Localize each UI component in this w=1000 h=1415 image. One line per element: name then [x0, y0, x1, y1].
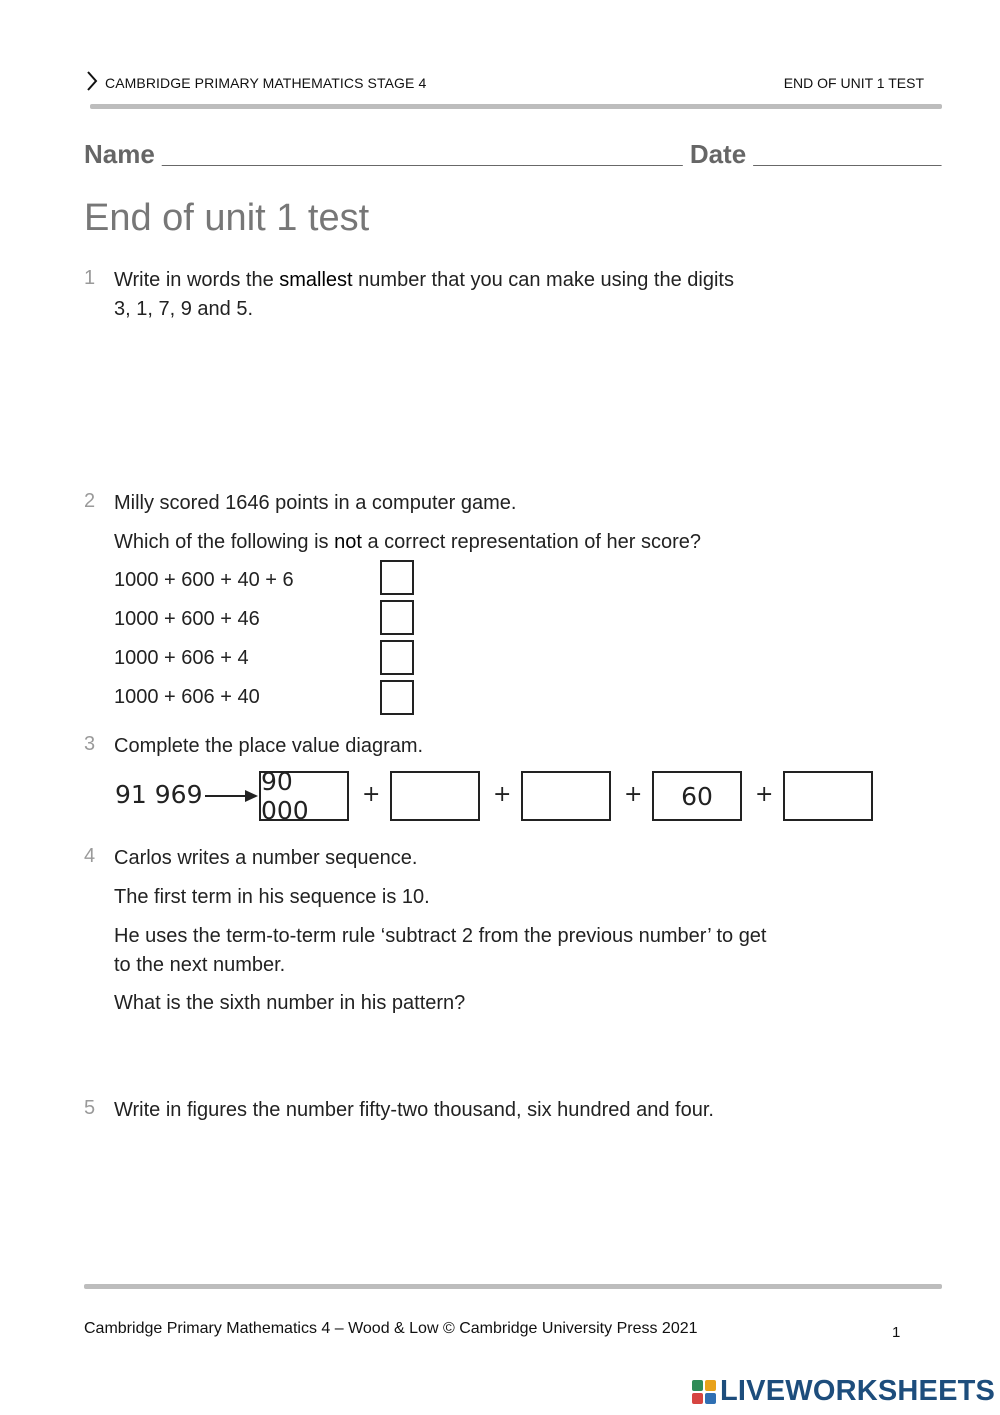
footer-copyright: Cambridge Primary Mathematics 4 – Wood & Low © Cambridge University Press 2021 — [84, 1320, 698, 1337]
question-3-number: 3 — [84, 733, 96, 755]
question-4-line-3: He uses the term-to-term rule ‘subtract 2 from the previous number’ to get to the next number. — [114, 925, 767, 976]
option-2-checkbox[interactable] — [380, 600, 414, 635]
question-4-line-1: Carlos writes a number sequence. — [114, 847, 418, 869]
arrow-right-icon — [205, 787, 259, 810]
option-4-text: 1000 + 606 + 40 — [114, 686, 260, 708]
option-4-checkbox[interactable] — [380, 680, 414, 715]
question-3-text: Complete the place value diagram. — [114, 735, 424, 757]
plus-sign-3: + — [624, 782, 643, 807]
question-1-text: Write in words the smallest number that you can make using the digits 3, 1, 7, 9 and 5. — [114, 269, 734, 320]
option-1-text: 1000 + 600 + 40 + 6 — [114, 569, 294, 591]
question-4-answer-area[interactable] — [114, 1025, 894, 1085]
page-number: 1 — [892, 1324, 901, 1341]
question-1-answer-area[interactable] — [114, 330, 894, 470]
start-number: 91 969 — [115, 780, 203, 809]
question-1-number: 1 — [84, 267, 96, 289]
question-4-line-4: What is the sixth number in his pattern? — [114, 992, 466, 1014]
plus-sign-1: + — [362, 782, 381, 807]
question-1-emphasis: smallest — [279, 269, 353, 291]
option-3-text: 1000 + 606 + 4 — [114, 647, 249, 669]
place-value-box-2[interactable] — [390, 771, 480, 821]
question-2-line-1: Milly scored 1646 points in a computer game. — [114, 492, 517, 514]
question-2-line-2: Which of the following is not a correct representation of her score? — [114, 531, 701, 553]
option-1-checkbox[interactable] — [380, 560, 414, 595]
header-series-title: CAMBRIDGE PRIMARY MATHEMATICS STAGE 4 — [105, 75, 427, 91]
place-value-box-3[interactable] — [521, 771, 611, 821]
question-2-number: 2 — [84, 490, 96, 512]
question-5-number: 5 — [84, 1097, 96, 1119]
plus-sign-2: + — [493, 782, 512, 807]
question-4-number: 4 — [84, 845, 96, 867]
chevron-right-icon — [86, 70, 98, 97]
question-5-text: Write in figures the number fifty-two thousand, six hundred and four. — [114, 1099, 714, 1121]
footer-divider — [84, 1284, 942, 1289]
name-date-line: Name ____________________________________ Date _____________ — [84, 139, 942, 169]
plus-sign-4: + — [755, 782, 774, 807]
liveworksheets-blocks-icon — [692, 1380, 716, 1404]
page-title: End of unit 1 test — [84, 197, 370, 239]
header-test-title: END OF UNIT 1 TEST — [783, 75, 924, 91]
header-divider — [90, 104, 942, 109]
place-value-box-4: 60 — [652, 771, 742, 821]
liveworksheets-logo[interactable] — [692, 1375, 995, 1408]
option-3-checkbox[interactable] — [380, 640, 414, 675]
place-value-box-5[interactable] — [783, 771, 873, 821]
place-value-box-1: 90 000 — [259, 771, 349, 821]
question-4-line-2: The first term in his sequence is 10. — [114, 886, 430, 908]
liveworksheets-wordmark: LIVEWORKSHEETS — [720, 1375, 996, 1407]
question-5-answer-area[interactable] — [114, 1135, 894, 1265]
option-2-text: 1000 + 600 + 46 — [114, 608, 260, 630]
